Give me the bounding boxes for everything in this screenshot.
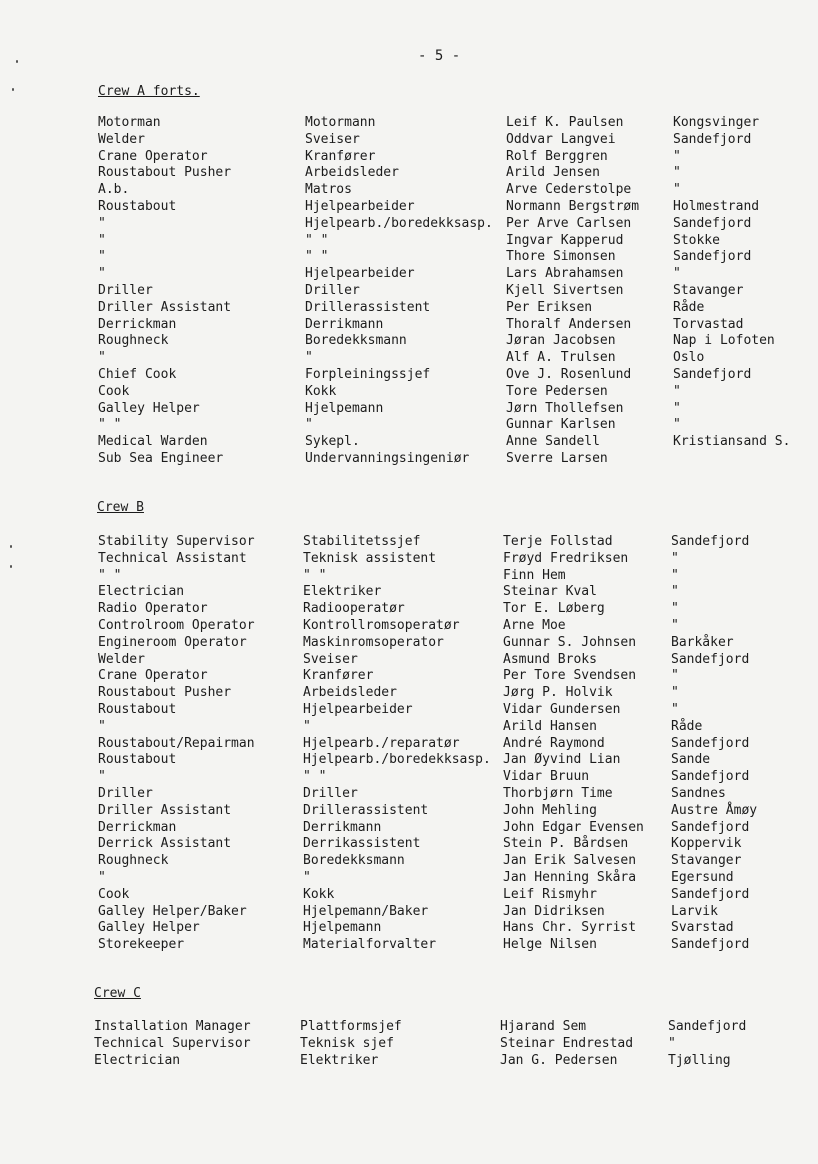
crew-name: Stein P. Bårdsen <box>503 836 629 852</box>
english-title: Roustabout Pusher <box>98 165 232 181</box>
crew-name: Arve Cederstolpe <box>506 182 632 198</box>
norwegian-title: " " <box>303 567 327 583</box>
crew-row <box>0 350 818 367</box>
crew-row <box>0 635 818 652</box>
crew-name: John Edgar Evensen <box>503 819 644 835</box>
english-title: Cook <box>98 383 130 399</box>
crew-name: Jøran Jacobsen <box>506 333 616 349</box>
hometown: Sandefjord <box>671 735 750 751</box>
crew-row <box>0 736 818 753</box>
crew-row <box>0 132 818 149</box>
norwegian-title: Arbeidsleder <box>303 685 397 701</box>
norwegian-title: Undervanningsingeniør <box>305 450 470 466</box>
crew-name: Hans Chr. Syrrist <box>503 920 637 936</box>
crew-name: Jan Øyvind Lian <box>503 752 621 768</box>
english-title: Derrickman <box>98 316 177 332</box>
crew-row <box>0 1053 818 1070</box>
crew-row <box>0 618 818 635</box>
english-title: Crane Operator <box>98 668 208 684</box>
english-title: Welder <box>98 651 145 667</box>
english-title: Radio Operator <box>98 601 208 617</box>
norwegian-title: Driller <box>305 282 360 298</box>
english-title: Controlroom Operator <box>98 617 255 633</box>
english-title: Roughneck <box>98 853 169 869</box>
english-title: Crane Operator <box>98 148 208 164</box>
crew-name: Ingvar Kapperud <box>506 232 624 248</box>
crew-name: André Raymond <box>503 735 605 751</box>
english-title: " <box>98 249 106 265</box>
crew-row <box>0 434 818 451</box>
crew-row <box>0 836 818 853</box>
crew-row <box>0 652 818 669</box>
crew-name: Per Eriksen <box>506 299 593 315</box>
crew-table <box>0 115 818 468</box>
crew-row <box>0 752 818 769</box>
crew-row <box>0 115 818 132</box>
crew-name: Tore Pedersen <box>506 383 608 399</box>
norwegian-title: Hjelpearbeider <box>305 198 415 214</box>
crew-name: Jan Henning Skåra <box>503 869 637 885</box>
crew-row <box>0 920 818 937</box>
crew-row <box>0 417 818 434</box>
hometown: Sandefjord <box>668 1019 747 1034</box>
norwegian-title: Sykepl. <box>305 434 360 450</box>
hometown: Sandefjord <box>671 886 750 902</box>
crew-row <box>0 601 818 618</box>
hometown: " <box>671 584 679 600</box>
english-title: Engineroom Operator <box>98 634 247 650</box>
crew-row <box>0 367 818 384</box>
norwegian-title: Derrikmann <box>303 819 382 835</box>
norwegian-title: Kokk <box>303 886 335 902</box>
norwegian-title: Hjelpemann/Baker <box>303 903 429 919</box>
crew-row <box>0 904 818 921</box>
english-title: Cook <box>98 886 130 902</box>
crew-row <box>0 1019 818 1036</box>
norwegian-title: Motormann <box>305 115 376 130</box>
hometown: Koppervik <box>671 836 742 852</box>
hometown: Barkåker <box>671 634 734 650</box>
hometown: " <box>673 148 681 164</box>
hometown: Sandefjord <box>673 215 752 231</box>
english-title: " <box>98 869 106 885</box>
hometown: Sandefjord <box>673 131 752 147</box>
crew-name: Leif K. Paulsen <box>506 115 624 130</box>
norwegian-title: " <box>305 350 313 366</box>
crew-row <box>0 534 818 551</box>
hometown: Stokke <box>673 232 720 248</box>
english-title: Galley Helper <box>98 920 200 936</box>
crew-name: Thore Simonsen <box>506 249 616 265</box>
norwegian-title: " " <box>303 769 327 785</box>
norwegian-title: Drillerassistent <box>303 802 429 818</box>
norwegian-title: Driller <box>303 785 358 801</box>
crew-name: Arild Jensen <box>506 165 600 181</box>
crew-name: Thorbjørn Time <box>503 785 613 801</box>
norwegian-title: Boredekksmann <box>303 853 405 869</box>
norwegian-title: Hjelpearb./reparatør <box>303 735 460 751</box>
hometown: Stavanger <box>671 853 742 869</box>
section-heading: Crew C <box>94 986 141 1001</box>
norwegian-title: Elektriker <box>303 584 382 600</box>
hometown: Sandefjord <box>671 819 750 835</box>
norwegian-title: Hjelpearbeider <box>303 701 413 717</box>
crew-row <box>0 384 818 401</box>
norwegian-title: " " <box>305 249 329 265</box>
norwegian-title: Teknisk sjef <box>300 1035 394 1051</box>
hometown: " <box>671 668 679 684</box>
hometown: Tjølling <box>668 1052 731 1068</box>
hometown: Råde <box>671 718 703 734</box>
crew-row <box>0 685 818 702</box>
crew-name: Lars Abrahamsen <box>506 266 624 282</box>
crew-row <box>0 451 818 468</box>
hometown: " <box>671 617 679 633</box>
hometown: " <box>673 400 681 416</box>
hometown: Sande <box>671 752 711 768</box>
english-title: Galley Helper/Baker <box>98 903 247 919</box>
crew-row <box>0 853 818 870</box>
english-title: Technical Supervisor <box>94 1035 251 1051</box>
crew-row <box>0 249 818 266</box>
crew-name: Anne Sandell <box>506 434 600 450</box>
crew-row <box>0 937 818 954</box>
crew-name: Normann Bergstrøm <box>506 198 640 214</box>
crew-name: Alf A. Trulsen <box>506 350 616 366</box>
english-title: Motorman <box>98 115 161 130</box>
english-title: " <box>98 718 106 734</box>
norwegian-title: Forpleiningssjef <box>305 366 431 382</box>
hometown: Kristiansand S. <box>673 434 791 450</box>
english-title: Driller Assistant <box>98 299 232 315</box>
crew-name: Finn Hem <box>503 567 566 583</box>
crew-name: Rolf Berggren <box>506 148 608 164</box>
crew-row <box>0 300 818 317</box>
hometown: Oslo <box>673 350 705 366</box>
hometown: Sandefjord <box>671 937 750 953</box>
norwegian-title: Kontrollromsoperatør <box>303 617 460 633</box>
crew-name: Ove J. Rosenlund <box>506 366 632 382</box>
english-title: " " <box>98 567 122 583</box>
english-title: A.b. <box>98 182 130 198</box>
english-title: Driller <box>98 785 153 801</box>
norwegian-title: Boredekksmann <box>305 333 407 349</box>
crew-name: Gunnar S. Johnsen <box>503 634 637 650</box>
crew-name: John Mehling <box>503 802 597 818</box>
hometown: Sandefjord <box>671 769 750 785</box>
norwegian-title: Kokk <box>305 383 337 399</box>
crew-name: Terje Follstad <box>503 534 613 549</box>
hometown: Svarstad <box>671 920 734 936</box>
hometown: Holmestrand <box>673 198 760 214</box>
norwegian-title: Drillerassistent <box>305 299 431 315</box>
crew-row <box>0 702 818 719</box>
crew-row <box>0 568 818 585</box>
english-title: " <box>98 215 106 231</box>
crew-name: Jørg P. Holvik <box>503 685 613 701</box>
norwegian-title: Derrikassistent <box>303 836 421 852</box>
hometown: Stavanger <box>673 282 744 298</box>
norwegian-title: Derrikmann <box>305 316 384 332</box>
norwegian-title: Arbeidsleder <box>305 165 399 181</box>
crew-row <box>0 769 818 786</box>
hometown: " <box>671 567 679 583</box>
english-title: " " <box>98 417 122 433</box>
english-title: " <box>98 350 106 366</box>
norwegian-title: Hjelpemann <box>305 400 384 416</box>
crew-name: Hjarand Sem <box>500 1019 587 1034</box>
english-title: Chief Cook <box>98 366 177 382</box>
crew-name: Helge Nilsen <box>503 937 597 953</box>
crew-row <box>0 149 818 166</box>
english-title: Roustabout/Repairman <box>98 735 255 751</box>
english-title: " <box>98 769 106 785</box>
norwegian-title: " <box>303 869 311 885</box>
page-number: - 5 - <box>418 48 461 64</box>
english-title: Roustabout <box>98 198 177 214</box>
norwegian-title: Plattformsjef <box>300 1019 402 1034</box>
hometown: " <box>673 266 681 282</box>
crew-name: Vidar Bruun <box>503 769 590 785</box>
norwegian-title: Elektriker <box>300 1052 379 1068</box>
english-title: Storekeeper <box>98 937 185 953</box>
norwegian-title: Hjelpearb./boredekksasp. <box>305 215 493 231</box>
crew-name: Gunnar Karlsen <box>506 417 616 433</box>
hometown: Austre Åmøy <box>671 802 758 818</box>
crew-row <box>0 786 818 803</box>
crew-row <box>0 401 818 418</box>
crew-name: Thoralf Andersen <box>506 316 632 332</box>
crew-table <box>0 534 818 954</box>
norwegian-title: Radiooperatør <box>303 601 405 617</box>
crew-row <box>0 216 818 233</box>
english-title: Derrick Assistant <box>98 836 232 852</box>
hometown: Sandefjord <box>671 651 750 667</box>
norwegian-title: Hjelpearb./boredekksasp. <box>303 752 491 768</box>
norwegian-title: Matros <box>305 182 352 198</box>
crew-row <box>0 333 818 350</box>
hometown: " <box>673 417 681 433</box>
norwegian-title: Stabilitetssjef <box>303 534 421 549</box>
norwegian-title: " <box>303 718 311 734</box>
crew-name: Leif Rismyhr <box>503 886 597 902</box>
hometown: Torvastad <box>673 316 744 332</box>
english-title: Driller <box>98 282 153 298</box>
norwegian-title: Teknisk assistent <box>303 550 437 566</box>
hometown: Nap i Lofoten <box>673 333 775 349</box>
crew-name: Jan Erik Salvesen <box>503 853 637 869</box>
english-title: Installation Manager <box>94 1019 251 1034</box>
hometown: " <box>671 685 679 701</box>
english-title: Galley Helper <box>98 400 200 416</box>
hometown: " <box>668 1035 676 1051</box>
english-title: Electrician <box>98 584 185 600</box>
norwegian-title: Kranfører <box>303 668 374 684</box>
english-title: " <box>98 266 106 282</box>
crew-name: Per Tore Svendsen <box>503 668 637 684</box>
section-heading: Crew A forts. <box>98 84 200 99</box>
crew-row <box>0 165 818 182</box>
crew-name: Jan Didriksen <box>503 903 605 919</box>
norwegian-title: " " <box>305 232 329 248</box>
crew-name: Kjell Sivertsen <box>506 282 624 298</box>
english-title: Medical Warden <box>98 434 208 450</box>
english-title: Sub Sea Engineer <box>98 450 224 466</box>
crew-row <box>0 182 818 199</box>
english-title: Derrickman <box>98 819 177 835</box>
hometown: Larvik <box>671 903 718 919</box>
crew-name: Jørn Thollefsen <box>506 400 624 416</box>
crew-name: Jan G. Pedersen <box>500 1052 618 1068</box>
crew-row <box>0 887 818 904</box>
hometown: Sandefjord <box>673 366 752 382</box>
english-title: Roustabout Pusher <box>98 685 232 701</box>
crew-name: Asmund Broks <box>503 651 597 667</box>
crew-name: Tor E. Løberg <box>503 601 605 617</box>
english-title: Stability Supervisor <box>98 534 255 549</box>
crew-name: Steinar Kval <box>503 584 597 600</box>
crew-row <box>0 584 818 601</box>
crew-row <box>0 266 818 283</box>
crew-name: Steinar Endrestad <box>500 1035 634 1051</box>
crew-name: Arild Hansen <box>503 718 597 734</box>
crew-row <box>0 803 818 820</box>
crew-name: Vidar Gundersen <box>503 701 621 717</box>
hometown: " <box>671 701 679 717</box>
crew-row <box>0 668 818 685</box>
hometown: " <box>673 182 681 198</box>
crew-name: Arne Moe <box>503 617 566 633</box>
binding-mark <box>12 88 14 91</box>
norwegian-title: Maskinromsoperator <box>303 634 444 650</box>
english-title: Electrician <box>94 1052 181 1068</box>
crew-row <box>0 317 818 334</box>
norwegian-title: Materialforvalter <box>303 937 437 953</box>
hometown: Sandnes <box>671 785 726 801</box>
crew-name: Frøyd Fredriksen <box>503 550 629 566</box>
norwegian-title: Hjelpearbeider <box>305 266 415 282</box>
english-title: Roustabout <box>98 752 177 768</box>
hometown: Egersund <box>671 869 734 885</box>
hometown: " <box>671 550 679 566</box>
crew-name: Per Arve Carlsen <box>506 215 632 231</box>
english-title: Welder <box>98 131 145 147</box>
hometown: " <box>673 383 681 399</box>
norwegian-title: Hjelpemann <box>303 920 382 936</box>
crew-row <box>0 870 818 887</box>
norwegian-title: " <box>305 417 313 433</box>
norwegian-title: Kranfører <box>305 148 376 164</box>
hometown: " <box>673 165 681 181</box>
english-title: Driller Assistant <box>98 802 232 818</box>
english-title: Technical Assistant <box>98 550 247 566</box>
crew-name: Sverre Larsen <box>506 450 608 466</box>
hometown: Sandefjord <box>673 249 752 265</box>
crew-table <box>0 1019 818 1069</box>
crew-row <box>0 719 818 736</box>
english-title: Roughneck <box>98 333 169 349</box>
hometown: Sandefjord <box>671 534 750 549</box>
crew-row <box>0 199 818 216</box>
binding-mark <box>16 60 18 63</box>
hometown: Råde <box>673 299 705 315</box>
english-title: Roustabout <box>98 701 177 717</box>
crew-row <box>0 1036 818 1053</box>
hometown: Kongsvinger <box>673 115 760 130</box>
hometown: " <box>671 601 679 617</box>
crew-row <box>0 820 818 837</box>
crew-row <box>0 283 818 300</box>
section-heading: Crew B <box>97 500 144 515</box>
crew-row <box>0 233 818 250</box>
crew-row <box>0 551 818 568</box>
norwegian-title: Sveiser <box>305 131 360 147</box>
english-title: " <box>98 232 106 248</box>
norwegian-title: Sveiser <box>303 651 358 667</box>
crew-name: Oddvar Langvei <box>506 131 616 147</box>
